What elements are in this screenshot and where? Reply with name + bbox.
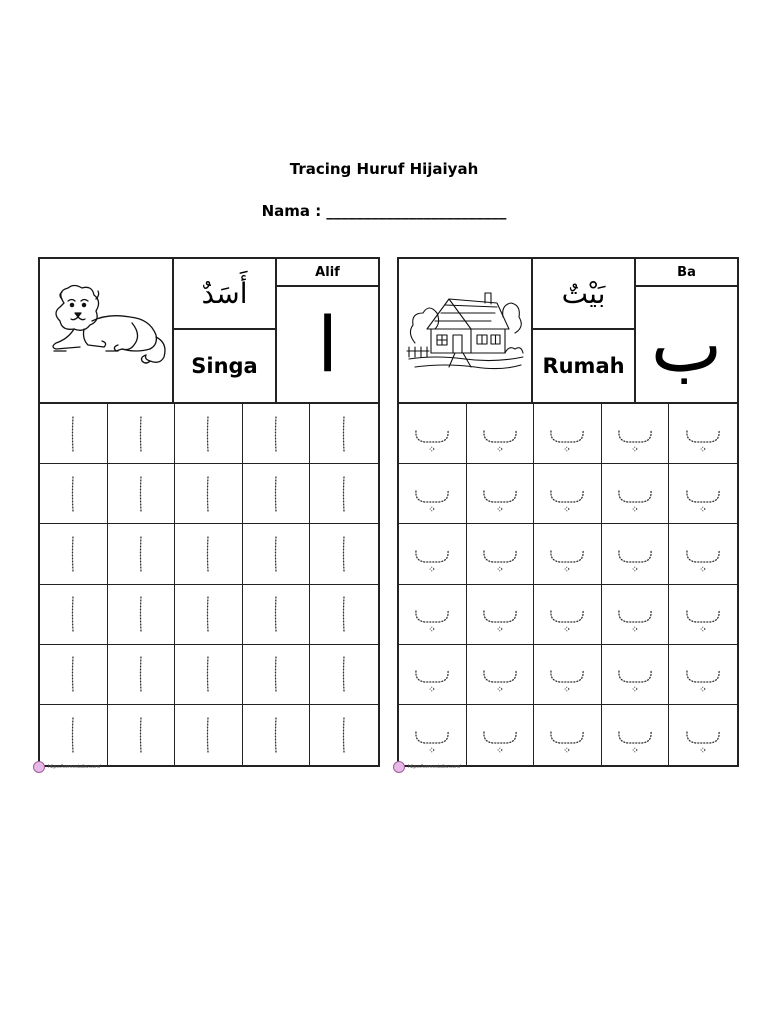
dotted-letter-guide [407, 710, 457, 760]
latin-word: Singa [174, 330, 277, 402]
dotted-letter-guide [116, 649, 166, 699]
trace-cell [175, 464, 243, 524]
dotted-letter-guide [542, 649, 592, 699]
dotted-letter-guide [678, 409, 728, 459]
dotted-letter-guide [475, 409, 525, 459]
trace-cell [534, 585, 602, 645]
trace-cell [399, 585, 467, 645]
trace-cell [467, 705, 535, 765]
trace-cell [467, 524, 535, 584]
dotted-letter-guide [475, 589, 525, 639]
trace-cell [310, 705, 378, 765]
dotted-letter-guide [183, 469, 233, 519]
dotted-letter-guide [183, 529, 233, 579]
trace-cell [602, 524, 670, 584]
trace-cell [310, 524, 378, 584]
dotted-letter-guide [542, 529, 592, 579]
trace-cell [175, 705, 243, 765]
dotted-letter-guide [542, 409, 592, 459]
dotted-letter-guide [319, 529, 369, 579]
dotted-letter-guide [251, 529, 301, 579]
trace-cell [602, 464, 670, 524]
trace-cell [40, 404, 108, 464]
trace-cell [602, 585, 670, 645]
sheet-header [399, 259, 737, 404]
trace-cell [534, 464, 602, 524]
dotted-letter-guide [407, 529, 457, 579]
dotted-letter-guide [251, 469, 301, 519]
dotted-letter-guide [183, 409, 233, 459]
trace-cell [108, 404, 176, 464]
dotted-letter-guide [116, 409, 166, 459]
dotted-letter-guide [678, 529, 728, 579]
trace-cell [467, 404, 535, 464]
dotted-letter-guide [542, 710, 592, 760]
arabic-word: بَيْتٌ [533, 259, 636, 330]
dotted-letter-guide [116, 710, 166, 760]
trace-cell [399, 645, 467, 705]
trace-cell [108, 705, 176, 765]
dotted-letter-guide [319, 469, 369, 519]
trace-cell [669, 645, 737, 705]
picture-cell [399, 259, 533, 402]
dotted-letter-guide [116, 529, 166, 579]
dotted-letter-guide [475, 529, 525, 579]
dotted-letter-guide [407, 469, 457, 519]
trace-cell [669, 524, 737, 584]
trace-cell [243, 645, 311, 705]
dotted-letter-guide [251, 710, 301, 760]
trace-cell [669, 585, 737, 645]
dotted-letter-guide [475, 710, 525, 760]
house-illustration [405, 283, 527, 378]
trace-cell [467, 585, 535, 645]
trace-cell [310, 464, 378, 524]
watermark [33, 758, 101, 776]
trace-cell [40, 705, 108, 765]
dotted-letter-guide [183, 589, 233, 639]
trace-cell [243, 705, 311, 765]
dotted-letter-guide [542, 589, 592, 639]
trace-cell [40, 524, 108, 584]
arabic-word: أَسَدٌ [174, 259, 277, 330]
dotted-letter-guide [319, 409, 369, 459]
trace-cell [40, 585, 108, 645]
dotted-letter-guide [48, 469, 98, 519]
trace-cell [467, 464, 535, 524]
big-letter: ب [650, 299, 723, 389]
trace-cell [534, 705, 602, 765]
trace-cell [243, 404, 311, 464]
dotted-letter-guide [48, 529, 98, 579]
dotted-letter-guide [678, 710, 728, 760]
worksheet-title: Tracing Huruf Hijaiyah [289, 160, 479, 178]
trace-cell [399, 464, 467, 524]
sheet-header [40, 259, 378, 404]
dotted-letter-guide [610, 710, 660, 760]
trace-cell [243, 464, 311, 524]
dotted-letter-guide [610, 529, 660, 579]
trace-cell [175, 404, 243, 464]
trace-cell [310, 404, 378, 464]
watermark [393, 758, 461, 776]
dotted-letter-guide [319, 710, 369, 760]
brand-logo-icon [33, 761, 45, 773]
dotted-letter-guide [610, 589, 660, 639]
trace-cell [602, 645, 670, 705]
sheet-alif [38, 257, 380, 767]
trace-cell [399, 404, 467, 464]
trace-cell [108, 585, 176, 645]
trace-cell [310, 645, 378, 705]
trace-cell [399, 705, 467, 765]
trace-cell [602, 705, 670, 765]
letter-name-label: Ba [636, 259, 737, 287]
brand-logo-icon [393, 761, 405, 773]
dotted-letter-guide [48, 589, 98, 639]
trace-cell [669, 464, 737, 524]
trace-cell [175, 645, 243, 705]
trace-cell [175, 524, 243, 584]
dotted-letter-guide [251, 589, 301, 639]
dotted-letter-guide [183, 710, 233, 760]
trace-cell [108, 464, 176, 524]
trace-cell [243, 585, 311, 645]
trace-cell [108, 645, 176, 705]
watermark-url: https://semestaibu.com/ [48, 764, 101, 770]
dotted-letter-guide [610, 409, 660, 459]
dotted-letter-guide [678, 469, 728, 519]
lion-illustration [46, 283, 166, 378]
trace-cell [310, 585, 378, 645]
dotted-letter-guide [678, 589, 728, 639]
trace-cell [40, 464, 108, 524]
big-letter: ا [316, 299, 339, 389]
sheet-ba [397, 257, 739, 767]
trace-cell [399, 524, 467, 584]
trace-cell [669, 404, 737, 464]
trace-cell [175, 585, 243, 645]
watermark-url: https://semestaibu.com/ [408, 764, 461, 770]
dotted-letter-guide [116, 589, 166, 639]
dotted-letter-guide [407, 589, 457, 639]
dotted-letter-guide [48, 649, 98, 699]
dotted-letter-guide [251, 409, 301, 459]
dotted-letter-guide [251, 649, 301, 699]
dotted-letter-guide [319, 649, 369, 699]
dotted-letter-guide [407, 409, 457, 459]
dotted-letter-guide [610, 649, 660, 699]
latin-word: Rumah [533, 330, 636, 402]
dotted-letter-guide [475, 469, 525, 519]
tracing-grid [399, 404, 737, 765]
name-field-line: Nama : ________________________ [261, 202, 507, 220]
dotted-letter-guide [475, 649, 525, 699]
dotted-letter-guide [48, 710, 98, 760]
picture-cell [40, 259, 174, 402]
trace-cell [40, 645, 108, 705]
trace-cell [669, 705, 737, 765]
dotted-letter-guide [407, 649, 457, 699]
trace-cell [243, 524, 311, 584]
dotted-letter-guide [610, 469, 660, 519]
dotted-letter-guide [183, 649, 233, 699]
trace-cell [534, 404, 602, 464]
tracing-grid [40, 404, 378, 765]
dotted-letter-guide [678, 649, 728, 699]
trace-cell [534, 524, 602, 584]
trace-cell [602, 404, 670, 464]
dotted-letter-guide [542, 469, 592, 519]
dotted-letter-guide [319, 589, 369, 639]
trace-cell [108, 524, 176, 584]
letter-name-label: Alif [277, 259, 378, 287]
trace-cell [534, 645, 602, 705]
dotted-letter-guide [48, 409, 98, 459]
trace-cell [467, 645, 535, 705]
dotted-letter-guide [116, 469, 166, 519]
